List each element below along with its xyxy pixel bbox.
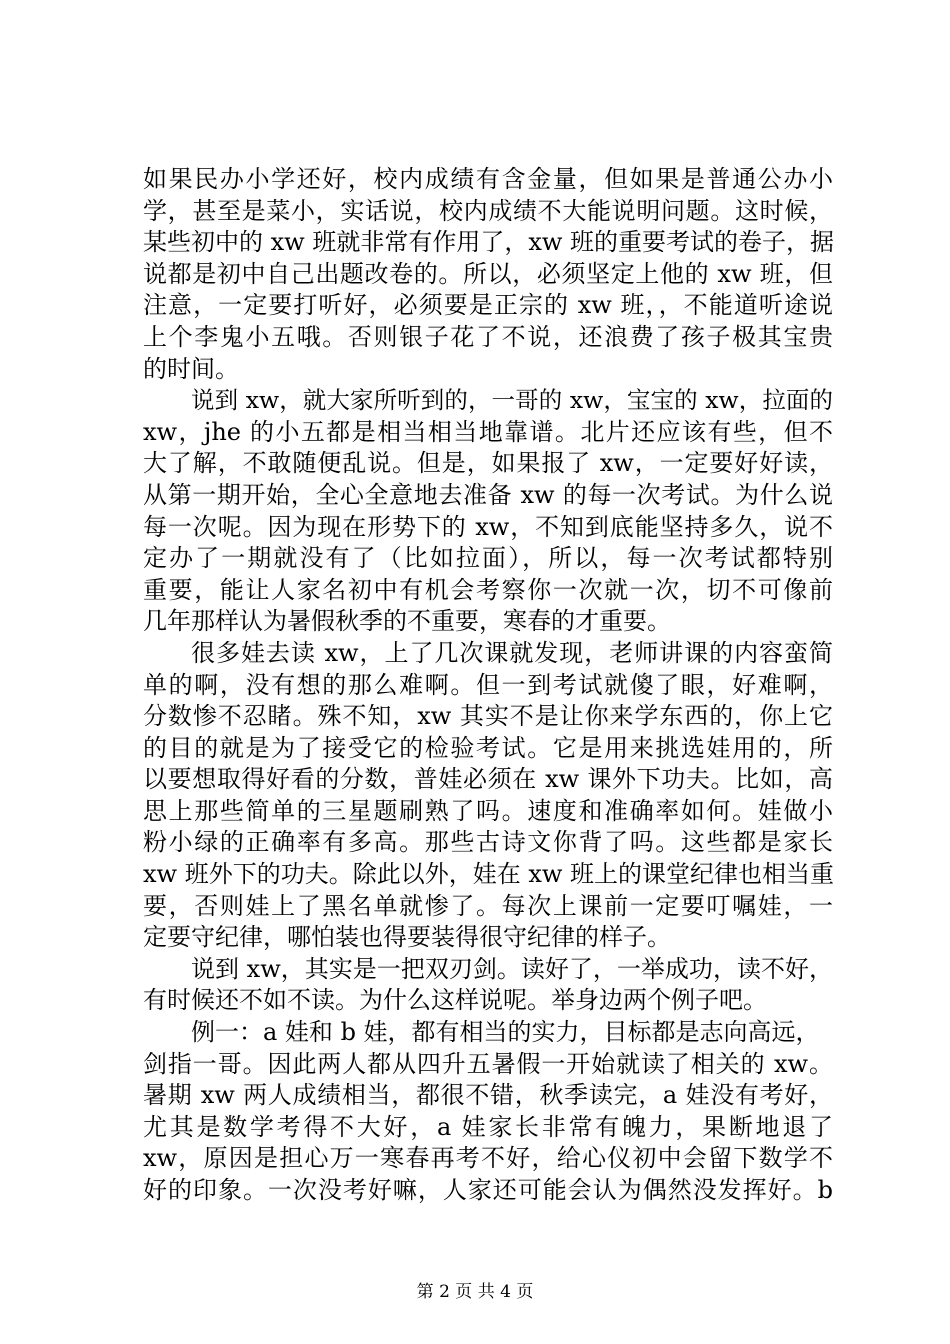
text-line: 以要想取得好看的分数，普娃必须在 xw 课外下功夫。比如，高 — [143, 765, 833, 794]
text-line: 每一次呢。因为现在形势下的 xw，不知到底能坚持多久，说不 — [143, 512, 833, 541]
text-line: 大了解，不敢随便乱说。但是，如果报了 xw，一定要好好读， — [143, 449, 833, 478]
paragraph-first-line: 很多娃去读 xw，上了几次课就发现，老师讲课的内容蛮简 — [191, 638, 833, 667]
text-line: 单的啊，没有想的那么难啊。但一到考试就傻了眼，好难啊， — [143, 670, 833, 699]
text-line: 分数惨不忍睹。殊不知，xw 其实不是让你来学东西的，你上它 — [143, 702, 833, 731]
text-line: 某些初中的 xw 班就非常有作用了，xw 班的重要考试的卷子，据 — [143, 228, 835, 257]
text-line: xw 班外下的功夫。除此以外，娃在 xw 班上的课堂纪律也相当重 — [143, 860, 835, 889]
text-line: 要，否则娃上了黑名单就惨了。每次上课前一定要叮嘱娃，一 — [143, 891, 833, 920]
text-line: 定要守纪律，哪怕装也得要装得很守纪律的样子。 — [143, 923, 671, 952]
text-line: 上个李鬼小五哦。否则银子花了不说，还浪费了孩子极其宝贵 — [143, 322, 833, 351]
text-line: 剑指一哥。因此两人都从四升五暑假一开始就读了相关的 xw。 — [143, 1049, 833, 1078]
text-line: 如果民办小学还好，校内成绩有含金量，但如果是普通公办小 — [143, 165, 833, 193]
text-line: 粉小绿的正确率有多高。那些古诗文你背了吗。这些都是家长 — [143, 828, 833, 857]
text-line: 说都是初中自己出题改卷的。所以，必须坚定上他的 xw 班，但 — [143, 259, 833, 288]
text-line: 好的印象。一次没考好嘛，人家还可能会认为偶然没发挥好。b — [143, 1176, 833, 1204]
text-line: 暑期 xw 两人成绩相当，都很不错，秋季读完，a 娃没有考好， — [143, 1081, 833, 1110]
text-line: 学，甚至是菜小，实话说，校内成绩不大能说明问题。这时候， — [143, 196, 833, 225]
paragraph-first-line: 说到 xw，其实是一把双刃剑。读好了，一举成功，读不好， — [191, 954, 833, 983]
text-line: 注意，一定要打听好，必须要是正宗的 xw 班，，不能道听途说 — [143, 291, 833, 320]
text-line: xw，jhe 的小五都是相当相当地靠谱。北片还应该有些，但不 — [143, 417, 833, 446]
text-line: 几年那样认为暑假秋季的不重要，寒春的才重要。 — [143, 607, 671, 636]
text-line: 重要，能让人家名初中有机会考察你一次就一次，切不可像前 — [143, 575, 833, 604]
document-body — [143, 164, 833, 1207]
text-line: xw，原因是担心万一寒春再考不好，给心仪初中会留下数学不 — [143, 1144, 833, 1173]
text-line: 的目的就是为了接受它的检验考试。它是用来挑选娃用的，所 — [143, 733, 833, 762]
text-line: 尤其是数学考得不大好，a 娃家长非常有魄力，果断地退了 — [143, 1112, 833, 1141]
page-footer: 第 2 页 共 4 页 — [416, 1282, 534, 1302]
text-line: 定办了一期就没有了（比如拉面），所以，每一次考试都特别 — [143, 544, 833, 573]
text-line: 思上那些简单的三星题刷熟了吗。速度和准确率如何。娃做小 — [143, 796, 833, 825]
text-line: 有时候还不如不读。为什么这样说呢。举身边两个例子吧。 — [143, 986, 767, 1015]
paragraph-first-line: 例一：a 娃和 b 娃，都有相当的实力，目标都是志向高远， — [191, 1018, 820, 1047]
text-line: 从第一期开始，全心全意地去准备 xw 的每一次考试。为什么说 — [143, 480, 833, 509]
paragraph-first-line: 说到 xw，就大家所听到的，一哥的 xw，宝宝的 xw，拉面的 — [191, 386, 833, 415]
text-line: 的时间。 — [143, 354, 239, 383]
